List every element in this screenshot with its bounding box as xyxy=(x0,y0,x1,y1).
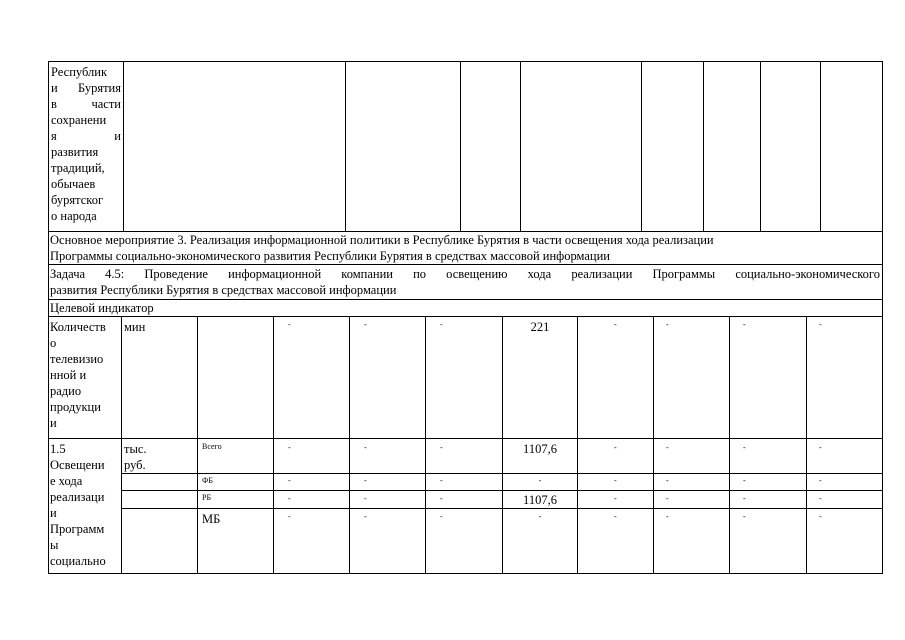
cell-line: социально xyxy=(50,554,106,568)
measure-value: - xyxy=(364,476,367,485)
main-event-line: Программы социально-экономического развития Республики Бурятия в средствах массовой информации xyxy=(50,249,610,263)
cell-line: 1.5 xyxy=(50,442,66,456)
main-event-line: Основное мероприятие 3. Реализация информационной политики в Республике Бурятия в части освещения хода реализации xyxy=(50,233,714,247)
cell-line: обычаев xyxy=(51,177,96,191)
cell-line: ы xyxy=(50,538,59,552)
cell-line: в части xyxy=(51,97,121,111)
task-line: развития Республики Бурятия в средствах массовой информации xyxy=(50,283,397,297)
measure-value: - xyxy=(819,476,822,485)
measure-value: - xyxy=(614,476,617,485)
indicator-value: 221 xyxy=(530,320,550,334)
indicator-value: - xyxy=(666,320,669,329)
cell-line: Программ xyxy=(50,522,105,536)
cell-line: о xyxy=(50,336,57,350)
indicator-name xyxy=(50,319,120,431)
measure-value: - xyxy=(288,443,291,452)
cell-line: бурятског xyxy=(51,193,104,207)
measure-value: - xyxy=(614,512,617,521)
measure-value: - xyxy=(819,494,822,503)
cell-line: Количеств xyxy=(50,320,106,334)
measure-value: - xyxy=(666,512,669,521)
indicator-value: - xyxy=(614,320,617,329)
cell-line: и Бурятия xyxy=(51,81,121,95)
cell-line: традиций, xyxy=(51,161,105,175)
cell-line: руб. xyxy=(124,458,146,472)
measure-value: - xyxy=(819,443,822,452)
cell-line: тыс. xyxy=(124,442,147,456)
measure-value: - xyxy=(440,476,443,485)
cell-line: и xyxy=(50,506,57,520)
cell-line: реализаци xyxy=(50,490,105,504)
measure-value: - xyxy=(538,512,542,521)
measure-value: - xyxy=(364,494,367,503)
indicator-unit: мин xyxy=(124,320,146,334)
measure-value: - xyxy=(364,443,367,452)
measure-value: - xyxy=(440,512,443,521)
source-label: Всего xyxy=(202,442,222,451)
cell-line: и xyxy=(50,416,57,430)
measure-value: - xyxy=(743,494,746,503)
measure-value: - xyxy=(288,512,291,521)
cell-line: е хода xyxy=(50,474,83,488)
measure-value: - xyxy=(743,512,746,521)
cell-line: о народа xyxy=(51,209,97,223)
measure-value: - xyxy=(666,476,669,485)
measure-value: - xyxy=(614,494,617,503)
source-label: МБ xyxy=(202,512,221,526)
top-row-first-cell xyxy=(51,64,121,224)
source-label: РБ xyxy=(202,493,212,502)
measure-value: 1107,6 xyxy=(523,442,557,456)
measure-value: - xyxy=(666,443,669,452)
indicator-value: - xyxy=(288,320,291,329)
task-line: Задача 4.5: Проведение информационной компании по освещению хода реализации Программы социально-экономического xyxy=(50,267,880,281)
measure-value: - xyxy=(440,494,443,503)
main-event-3 xyxy=(50,232,714,264)
measure-value: 1107,6 xyxy=(523,493,557,507)
cell-line: я и xyxy=(51,129,121,143)
cell-line: телевизио xyxy=(50,352,104,366)
measure-value: - xyxy=(538,476,542,485)
task-4-5 xyxy=(50,266,880,298)
cell-line: Республик xyxy=(51,65,108,79)
measure-value: - xyxy=(288,494,291,503)
indicator-value: - xyxy=(743,320,746,329)
indicator-value: - xyxy=(364,320,367,329)
measure-name xyxy=(50,441,120,569)
measure-value: - xyxy=(614,443,617,452)
cell-line: радио xyxy=(50,384,82,398)
measure-value: - xyxy=(666,494,669,503)
cell-line: развития xyxy=(51,145,99,159)
indicator-value: - xyxy=(440,320,443,329)
measure-value: - xyxy=(819,512,822,521)
indicator-value: - xyxy=(819,320,822,329)
measure-value: - xyxy=(743,476,746,485)
source-label: ФБ xyxy=(202,476,213,485)
measure-unit xyxy=(124,441,147,473)
measure-value: - xyxy=(743,443,746,452)
cell-line: продукци xyxy=(50,400,101,414)
cell-line: нной и xyxy=(50,368,87,382)
target-indicator-label: Целевой индикатор xyxy=(50,301,154,315)
cell-line: сохранени xyxy=(51,113,107,127)
measure-value: - xyxy=(440,443,443,452)
measure-value: - xyxy=(364,512,367,521)
cell-line: Освещени xyxy=(50,458,105,472)
measure-value: - xyxy=(288,476,291,485)
